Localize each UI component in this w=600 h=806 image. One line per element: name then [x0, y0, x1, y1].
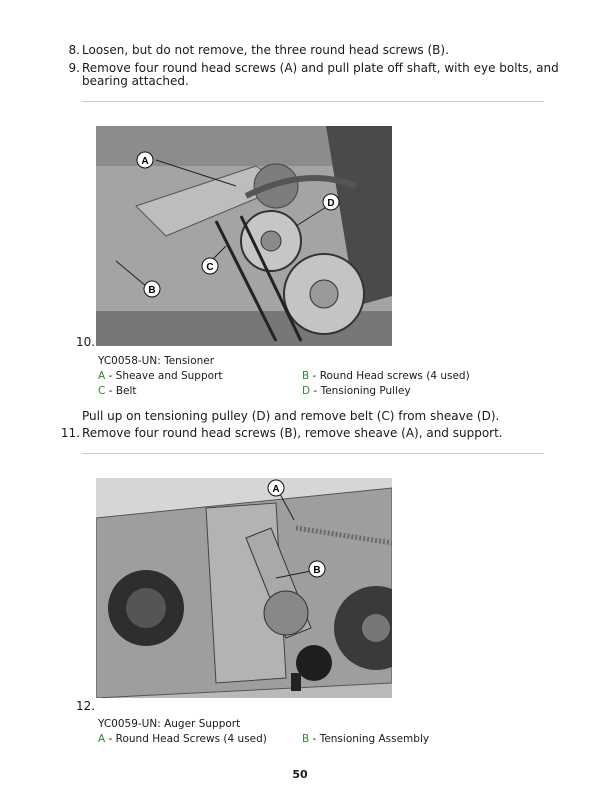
- callout-d: [323, 194, 339, 210]
- legend-label: Tensioning Pulley: [320, 385, 411, 397]
- figure-tensioner-photo: [96, 126, 392, 346]
- legend-separator: -: [310, 385, 321, 397]
- divider: [82, 101, 544, 102]
- legend-label: Belt: [115, 385, 137, 397]
- divider: [82, 453, 544, 454]
- figure-step-number: 10.: [76, 335, 96, 349]
- figure-caption: YC0059-UN: Auger Support: [98, 718, 241, 730]
- callout-c: [202, 258, 218, 274]
- legend-separator: -: [105, 733, 116, 745]
- legend-item-a: [98, 369, 222, 384]
- legend-item-b: [302, 732, 429, 747]
- svg-text:A: A: [141, 156, 149, 167]
- figure-step-number: 12.: [76, 699, 96, 713]
- figure-caption: YC0058-UN: Tensioner: [98, 355, 215, 367]
- page-number: 50: [292, 768, 308, 781]
- step-text: Remove four round head screws (B), remove sheave (A), and support.: [82, 426, 503, 440]
- note-text: Pull up on tensioning pulley (D) and remove belt (C) from sheave (D).: [82, 409, 500, 423]
- svg-text:A: A: [272, 484, 280, 495]
- svg-text:B: B: [148, 285, 156, 296]
- legend-item-c: [98, 384, 137, 399]
- legend-separator: -: [309, 370, 320, 382]
- auger-support-illustration: [96, 478, 392, 698]
- legend-item-a: [98, 732, 267, 747]
- step-number: 11.: [60, 426, 80, 440]
- legend-label: Tensioning Assembly: [319, 733, 430, 745]
- step-number: 9.: [68, 61, 80, 75]
- legend-label: Round Head screws (4 used): [319, 370, 470, 382]
- legend-label: Sheave and Support: [115, 370, 223, 382]
- callout-b: [309, 561, 325, 577]
- legend-key: C: [98, 385, 106, 397]
- callout-a: [137, 152, 153, 168]
- legend-key: A: [98, 733, 106, 745]
- tensioner-illustration: [96, 126, 392, 346]
- callout-a: [268, 480, 284, 496]
- svg-text:B: B: [313, 565, 321, 576]
- legend-label: Round Head Screws (4 used): [115, 733, 267, 745]
- step-text: Loosen, but do not remove, the three round head screws (B).: [82, 43, 449, 57]
- svg-text:D: D: [327, 198, 335, 209]
- legend-separator: -: [309, 733, 320, 745]
- legend-key: D: [302, 385, 311, 397]
- callout-b: [144, 281, 160, 297]
- legend-key: B: [302, 733, 310, 745]
- legend-key: A: [98, 370, 106, 382]
- legend-separator: -: [105, 385, 116, 397]
- figure-auger-support-photo: [96, 478, 392, 698]
- legend-item-b: [302, 369, 470, 384]
- step-number: 8.: [68, 43, 80, 57]
- svg-text:C: C: [206, 262, 214, 273]
- step-text-line1: Remove four round head screws (A) and pull plate off shaft, with eye bolts, and: [82, 61, 559, 75]
- legend-separator: -: [105, 370, 116, 382]
- step-text-line2: bearing attached.: [82, 74, 189, 88]
- legend-key: B: [302, 370, 310, 382]
- legend-item-d: [302, 384, 411, 399]
